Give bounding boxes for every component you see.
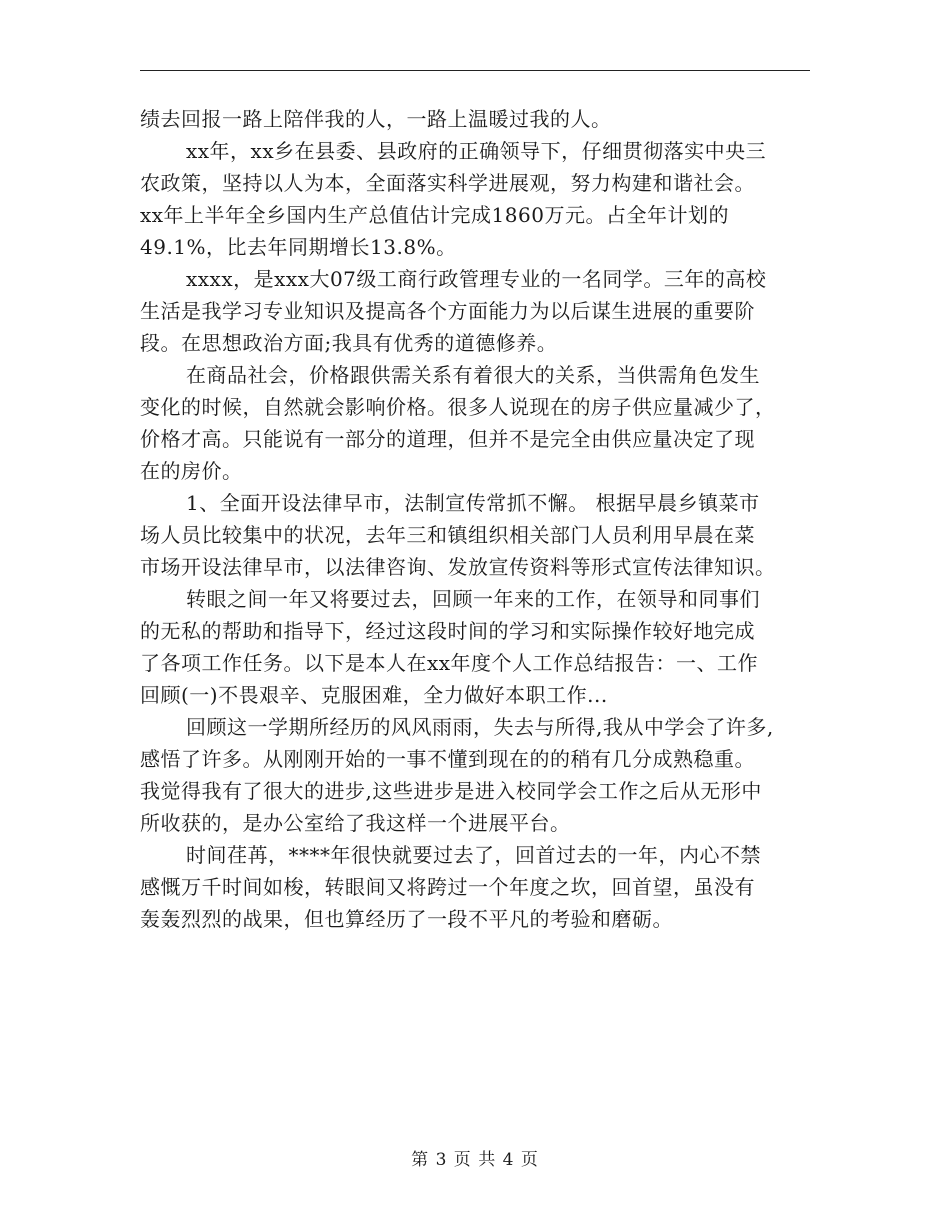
paragraph <box>140 359 820 487</box>
text-line: xx年，xx乡在县委、县政府的正确领导下，仔细贯彻落实中央三 <box>186 139 767 163</box>
text-line: 时间荏苒，****年很快就要过去了，回首过去的一年，内心不禁 <box>186 843 761 867</box>
text-line: 49.1%，比去年同期增长13.8%。 <box>140 235 457 259</box>
page-number: 第 3 页 共 4 页 <box>411 1150 539 1170</box>
text-line: 所收获的，是办公室给了我这样一个进展平台。 <box>140 811 571 835</box>
paragraph <box>140 711 820 839</box>
text-line: 了各项工作任务。以下是本人在xx年度个人工作总结报告：一、工作 <box>140 651 759 675</box>
text-line: 生活是我学习专业知识及提高各个方面能力为以后谋生进展的重要阶 <box>140 299 755 323</box>
text-line: 回顾(一)不畏艰辛、克服困难，全力做好本职工作... <box>140 683 608 707</box>
text-line: 转眼之间一年又将要过去，回顾一年来的工作，在领导和同事们 <box>186 587 760 611</box>
paragraph <box>140 839 820 935</box>
paragraph <box>140 583 820 711</box>
text-line: 场人员比较集中的状况，去年三和镇组织相关部门人员利用早晨在菜 <box>140 523 755 547</box>
header-rule <box>140 70 810 71</box>
text-line: 回顾这一学期所经历的风风雨雨，失去与所得,我从中学会了许多, <box>186 715 774 739</box>
text-line: 农政策，坚持以人为本，全面落实科学进展观，努力构建和谐社会。 <box>140 171 755 195</box>
text-line: 的无私的帮助和指导下，经过这段时间的学习和实际操作较好地完成 <box>140 619 755 643</box>
text-line: 变化的时候，自然就会影响价格。很多人说现在的房子供应量减少了， <box>140 395 776 419</box>
text-line: 段。在思想政治方面;我具有优秀的道德修养。 <box>140 331 558 355</box>
text-line: xxxx，是xxx大07级工商行政管理专业的一名同学。三年的高校 <box>186 267 767 291</box>
text-line: 1、全面开设法律早市，法制宣传常抓不懈。 根据早晨乡镇菜市 <box>186 491 760 515</box>
text-line: 在的房价。 <box>140 459 243 483</box>
paragraph <box>140 487 820 583</box>
text-line: 轰轰烈烈的战果，但也算经历了一段不平凡的考验和磨砺。 <box>140 907 673 931</box>
text-line: 在商品社会，价格跟供需关系有着很大的关系，当供需角色发生 <box>186 363 760 387</box>
text-line: 感慨万千时间如梭，转眼间又将跨过一个年度之坎，回首望，虽没有 <box>140 875 755 899</box>
text-line: 价格才高。只能说有一部分的道理，但并不是完全由供应量决定了现 <box>140 427 755 451</box>
text-line: 感悟了许多。从刚刚开始的一事不懂到现在的的稍有几分成熟稳重。 <box>140 747 755 771</box>
paragraph <box>140 135 820 263</box>
text-line: 市场开设法律早市，以法律咨询、发放宣传资料等形式宣传法律知识。 <box>140 555 776 579</box>
document-body <box>140 103 820 935</box>
text-line: 我觉得我有了很大的进步,这些进步是进入校同学会工作之后从无形中 <box>140 779 762 803</box>
text-line: xx年上半年全乡国内生产总值估计完成1860万元。占全年计划的 <box>140 203 729 227</box>
paragraph <box>140 103 820 135</box>
text-line: 绩去回报一路上陪伴我的人，一路上温暖过我的人。 <box>140 107 612 131</box>
paragraph <box>140 263 820 359</box>
